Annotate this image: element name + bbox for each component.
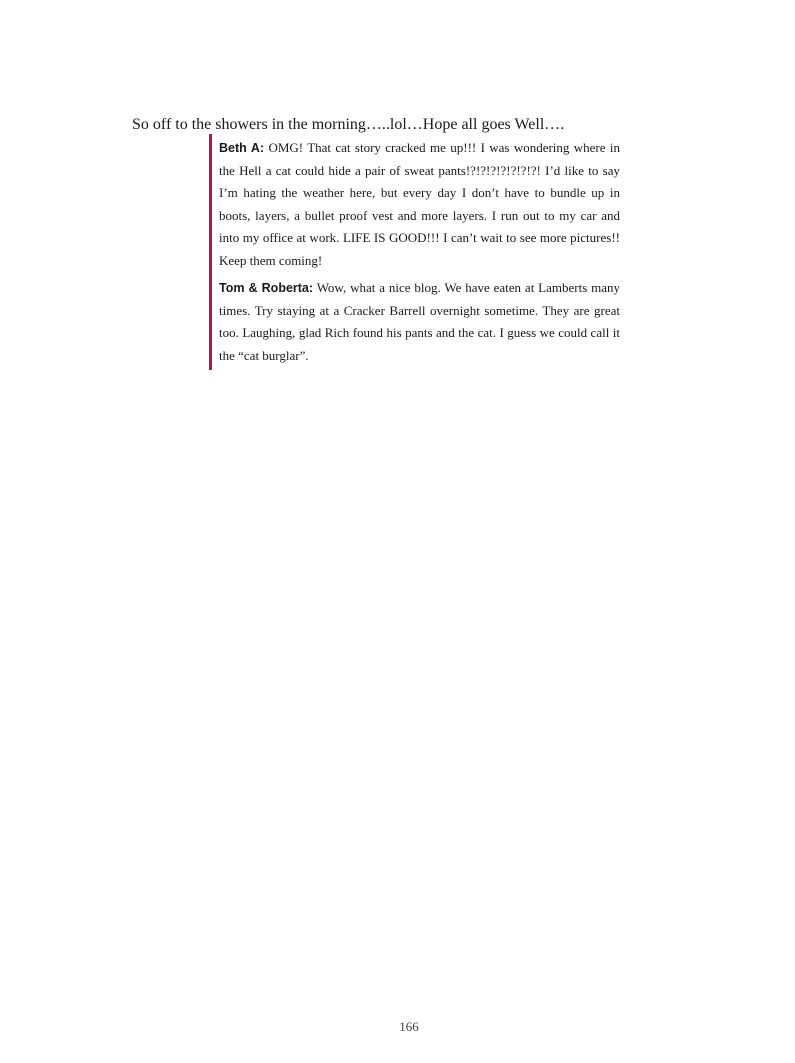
comments-block <box>209 134 620 370</box>
comment-tom-roberta <box>219 277 620 367</box>
intro-paragraph: So off to the showers in the morning…..lol…Hope all goes Well…. <box>132 116 565 133</box>
comment-author: Beth A: <box>219 141 265 155</box>
page-number: 166 <box>399 1019 419 1034</box>
comment-beth <box>219 137 620 272</box>
comment-author: Tom & Roberta: <box>219 281 314 295</box>
comment-text: OMG! That cat story cracked me up!!! I was wondering where in the Hell a cat could hide a pair of sweat pants!?!?!?!?!?!?!?! I’d like to say I’m hating the weather here, but every day I don’t have to bundle up in boots, layers, a bullet proof vest and more layers. I run out to my car and into my office at work. LIFE IS GOOD!!! I can’t wait to see more pictures!! Keep them coming! <box>219 140 620 268</box>
comment-text: Wow, what a nice blog. We have eaten at Lamberts many times. Try staying at a Cracker Barrell overnight sometime. They are great too. Laughing, glad Rich found his pants and the cat. I guess we could call it the “cat burglar”. <box>219 280 621 363</box>
